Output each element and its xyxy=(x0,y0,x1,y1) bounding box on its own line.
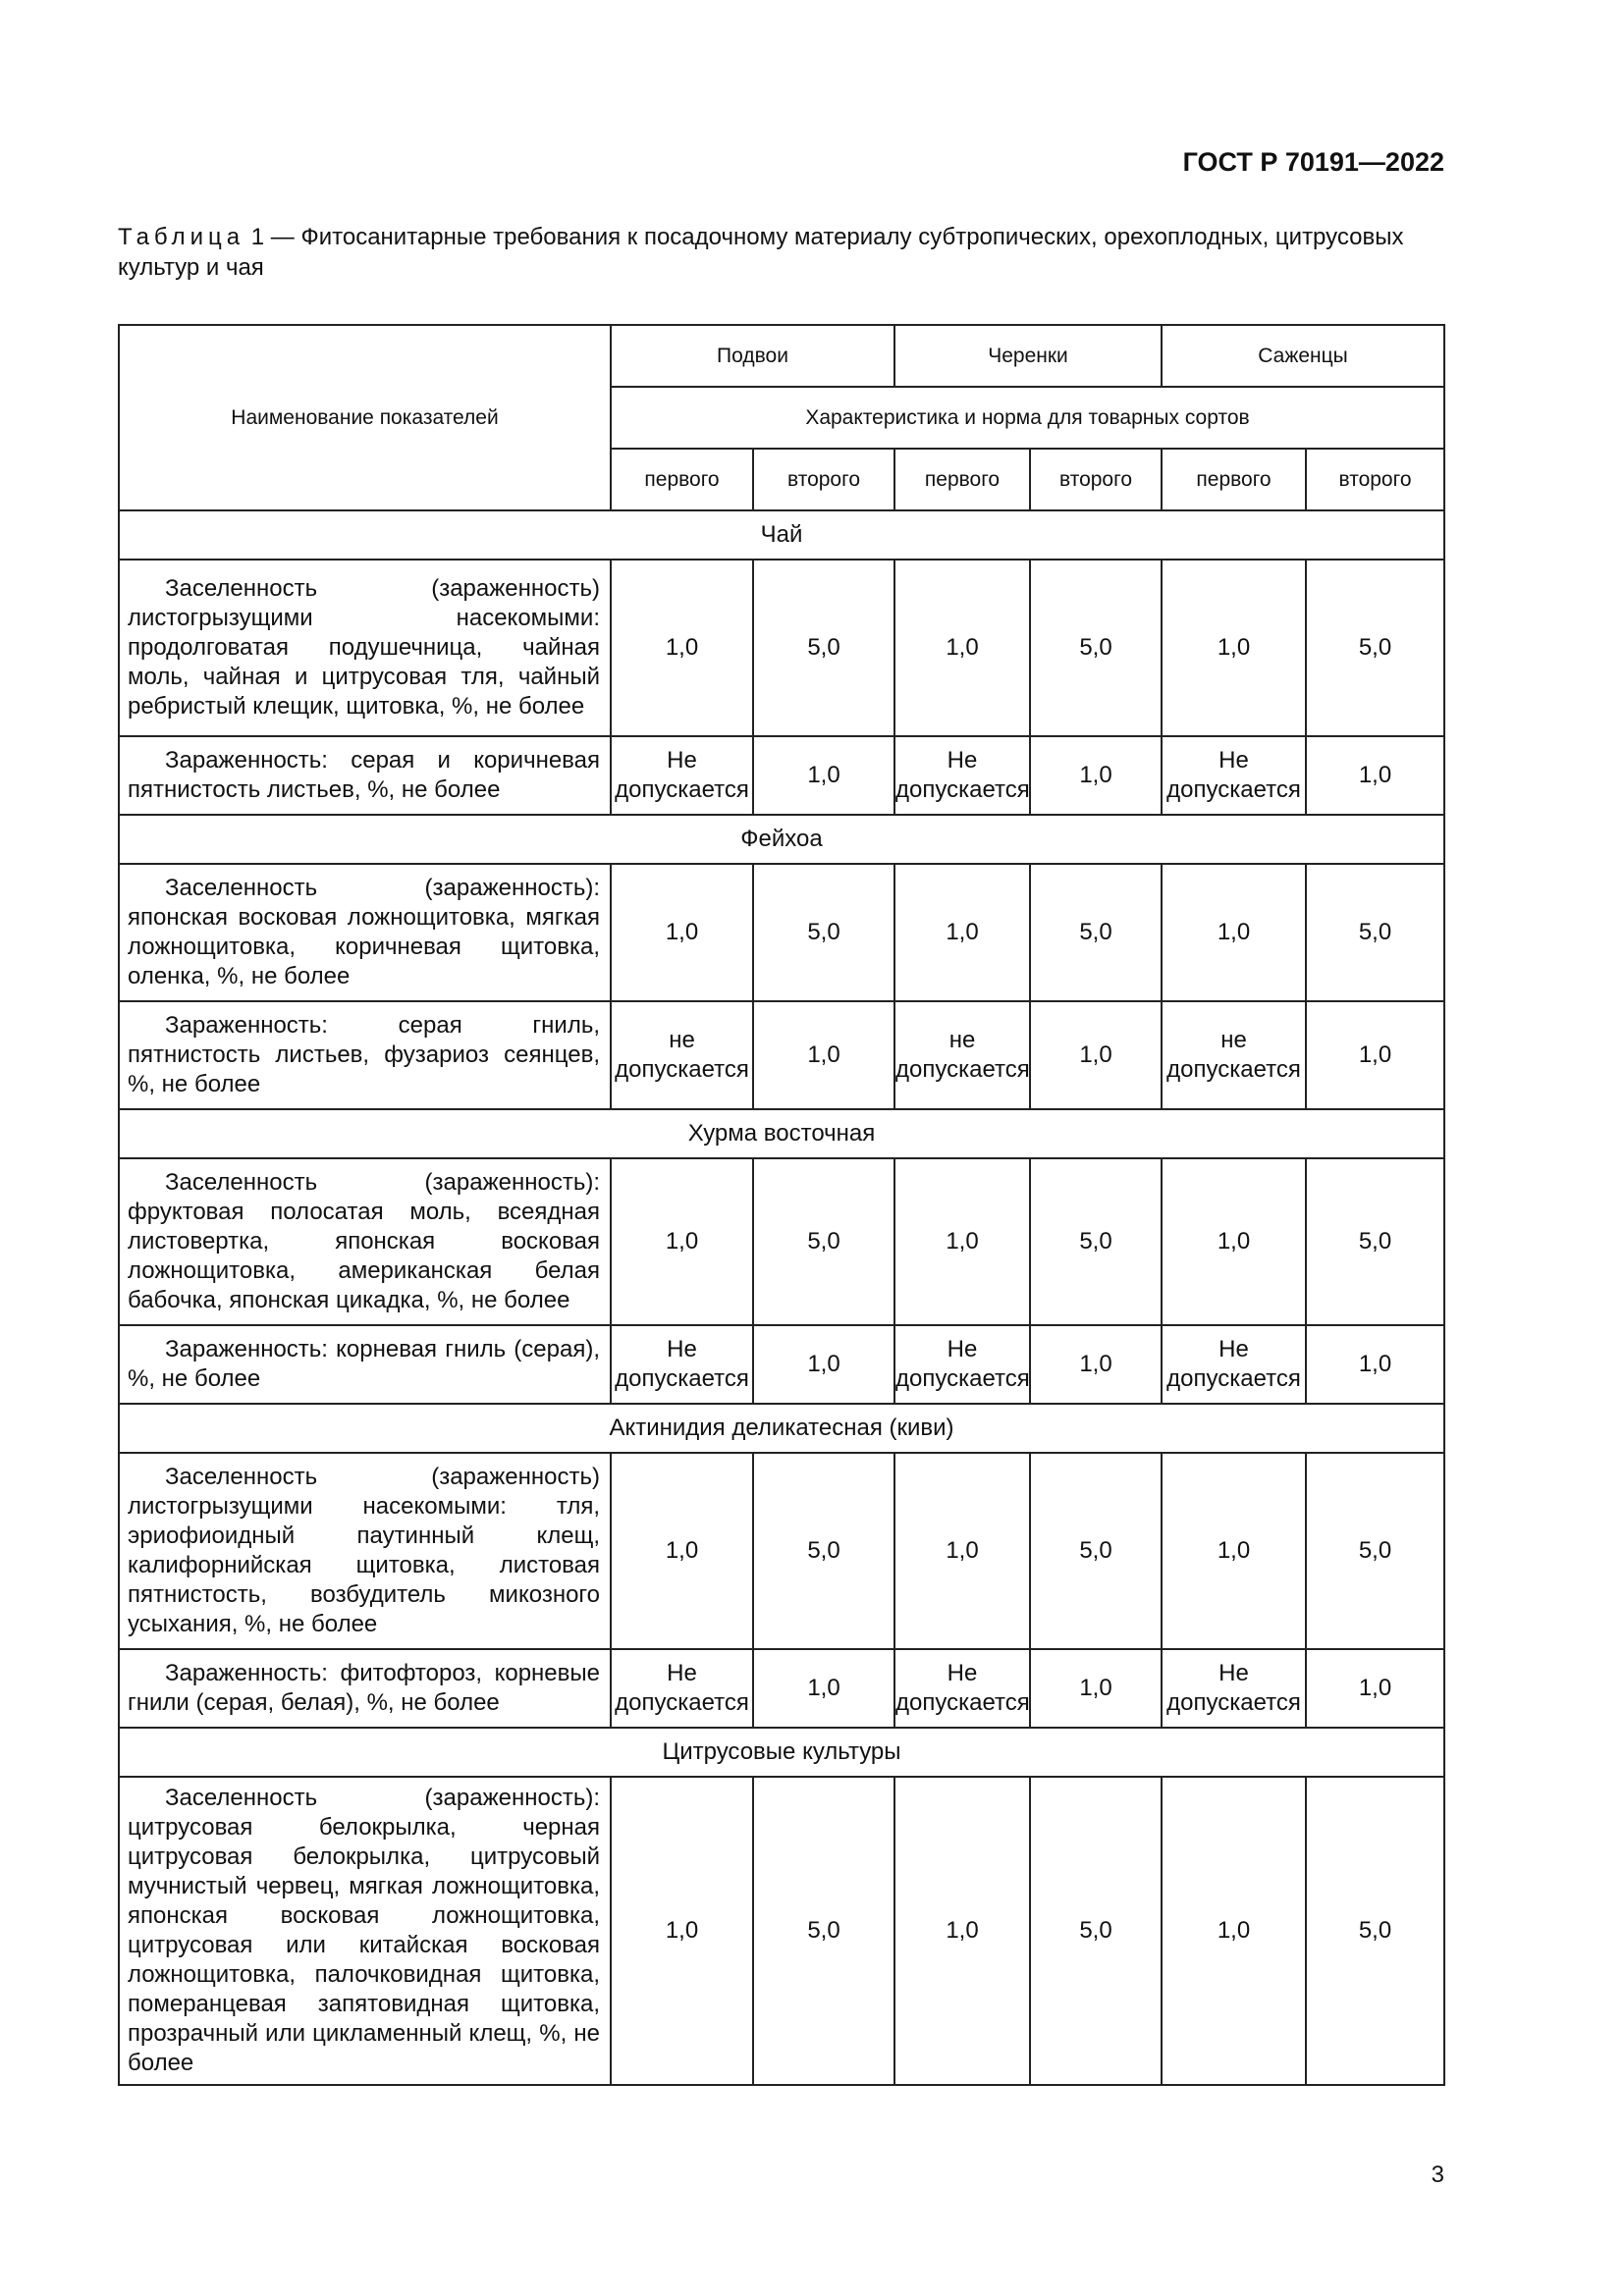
caption-label: Таблица xyxy=(118,224,245,250)
section-title: Хурма восточная xyxy=(119,1109,1444,1158)
value-cell: 1,0 xyxy=(611,1453,753,1649)
indicator-cell: Зараженность: фитофтороз, корневые гнили (серая, белая), %, не более xyxy=(119,1649,611,1728)
value-cell: 1,0 xyxy=(1306,1325,1444,1404)
value-cell: 5,0 xyxy=(1306,1158,1444,1325)
value-cell: 1,0 xyxy=(894,1158,1030,1325)
grade-header: первого xyxy=(611,449,753,510)
value-cell: 5,0 xyxy=(753,1777,894,2085)
value-cell: 1,0 xyxy=(753,1649,894,1728)
table-row xyxy=(119,736,1444,815)
value-cell: 5,0 xyxy=(753,1158,894,1325)
phytosanitary-table xyxy=(118,324,1445,2086)
value-cell: 5,0 xyxy=(753,560,894,736)
indicator-cell: Заселенность (зараженность) листогрызущими насекомыми: продолговатая подушечница, чайная моль, чайная и цитрусовая тля, чайный ребристый клещик, щитовка, %, не более xyxy=(119,560,611,736)
value-cell: 1,0 xyxy=(894,1453,1030,1649)
value-cell: Не допускается xyxy=(1162,1649,1306,1728)
table-row xyxy=(119,864,1444,1001)
value-cell: 5,0 xyxy=(753,864,894,1001)
value-cell: Не допускается xyxy=(611,1649,753,1728)
indicator-cell: Зараженность: серая и коричневая пятнистость листьев, %, не более xyxy=(119,736,611,815)
value-cell: 1,0 xyxy=(753,1001,894,1109)
value-cell: 1,0 xyxy=(1162,864,1306,1001)
grade-header: второго xyxy=(753,449,894,510)
value-cell: 5,0 xyxy=(1030,1158,1162,1325)
indicator-cell: Заселенность (зараженность): цитрусовая белокрылка, черная цитрусовая белокрылка, цитрусовый мучнистый червец, мягкая ложнощитовка, японская восковая ложнощитовка, цитрусовая или китайская восковая ложнощитовка, палочковидная щитовка, померанцевая запятовидная щитовка, прозрачный или цикламенный клещ, %, не более xyxy=(119,1777,611,2085)
value-cell: 5,0 xyxy=(1306,1453,1444,1649)
table-head xyxy=(119,325,1444,510)
value-cell: 1,0 xyxy=(1162,1158,1306,1325)
value-cell: Не допускается xyxy=(894,1649,1030,1728)
value-cell: 5,0 xyxy=(753,1453,894,1649)
indicator-cell: Зараженность: серая гниль, пятнистость листьев, фузариоз сеянцев, %, не более xyxy=(119,1001,611,1109)
indicator-cell: Зараженность: корневая гниль (серая), %, не более xyxy=(119,1325,611,1404)
grade-header: первого xyxy=(894,449,1030,510)
value-cell: 5,0 xyxy=(1030,1777,1162,2085)
value-cell: 1,0 xyxy=(753,736,894,815)
table-row xyxy=(119,1325,1444,1404)
indicator-header: Наименование показателей xyxy=(119,325,611,510)
value-cell: 5,0 xyxy=(1030,1453,1162,1649)
value-cell: 1,0 xyxy=(611,560,753,736)
group-header-cuttings: Черенки xyxy=(894,325,1162,387)
document-code: ГОСТ Р 70191—2022 xyxy=(1182,147,1444,177)
value-cell: Не допускается xyxy=(1162,1325,1306,1404)
grade-header: второго xyxy=(1306,449,1444,510)
table-row xyxy=(119,1001,1444,1109)
value-cell: 1,0 xyxy=(894,1777,1030,2085)
value-cell: 5,0 xyxy=(1030,560,1162,736)
value-cell: Не допускается xyxy=(1162,736,1306,815)
value-cell: 1,0 xyxy=(611,864,753,1001)
value-cell: 5,0 xyxy=(1306,864,1444,1001)
table-row xyxy=(119,1777,1444,2085)
value-cell: 1,0 xyxy=(1306,1649,1444,1728)
value-cell: 1,0 xyxy=(1306,736,1444,815)
value-cell: Не допускается xyxy=(611,1325,753,1404)
page-number: 3 xyxy=(1431,2162,1444,2188)
section-title: Чай xyxy=(119,510,1444,560)
table-row xyxy=(119,1453,1444,1649)
value-cell: 1,0 xyxy=(1030,1001,1162,1109)
table-row xyxy=(119,560,1444,736)
grade-header: первого xyxy=(1162,449,1306,510)
table-row xyxy=(119,1649,1444,1728)
value-cell: Не допускается xyxy=(611,736,753,815)
value-cell: не допускается xyxy=(611,1001,753,1109)
value-cell: 1,0 xyxy=(1030,736,1162,815)
value-cell: 1,0 xyxy=(1306,1001,1444,1109)
caption-text: 1 — Фитосанитарные требования к посадочному материалу субтропических, орехоплодных, цитрусовых культур и чая xyxy=(118,224,1404,281)
value-cell: не допускается xyxy=(894,1001,1030,1109)
value-cell: 1,0 xyxy=(611,1777,753,2085)
group-header-rootstocks: Подвои xyxy=(611,325,894,387)
value-cell: 5,0 xyxy=(1030,864,1162,1001)
value-cell: 1,0 xyxy=(1030,1325,1162,1404)
characteristic-header: Характеристика и норма для товарных сортов xyxy=(611,387,1444,449)
grade-header: второго xyxy=(1030,449,1162,510)
table-body xyxy=(119,510,1444,2085)
value-cell: 1,0 xyxy=(1030,1649,1162,1728)
value-cell: Не допускается xyxy=(894,736,1030,815)
value-cell: не допускается xyxy=(1162,1001,1306,1109)
indicator-cell: Заселенность (зараженность): фруктовая полосатая моль, всеядная листовертка, японская восковая ложнощитовка, американская белая бабочка, японская цикадка, %, не более xyxy=(119,1158,611,1325)
indicator-cell: Заселенность (зараженность) листогрызущими насекомыми: тля, эриофиоидный паутинный клещ, калифорнийская щитовка, листовая пятнистость, возбудитель микозного усыхания, %, не более xyxy=(119,1453,611,1649)
indicator-cell: Заселенность (зараженность): японская восковая ложнощитовка, мягкая ложнощитовка, коричневая щитовка, оленка, %, не более xyxy=(119,864,611,1001)
value-cell: Не допускается xyxy=(894,1325,1030,1404)
value-cell: 1,0 xyxy=(1162,1453,1306,1649)
table-caption xyxy=(118,222,1443,283)
group-header-seedlings: Саженцы xyxy=(1162,325,1444,387)
table-row xyxy=(119,1158,1444,1325)
section-title: Фейхоа xyxy=(119,815,1444,864)
value-cell: 5,0 xyxy=(1306,560,1444,736)
value-cell: 1,0 xyxy=(611,1158,753,1325)
value-cell: 1,0 xyxy=(1162,560,1306,736)
section-title: Актинидия деликатесная (киви) xyxy=(119,1404,1444,1453)
value-cell: 5,0 xyxy=(1306,1777,1444,2085)
value-cell: 1,0 xyxy=(894,864,1030,1001)
value-cell: 1,0 xyxy=(753,1325,894,1404)
value-cell: 1,0 xyxy=(894,560,1030,736)
value-cell: 1,0 xyxy=(1162,1777,1306,2085)
section-title: Цитрусовые культуры xyxy=(119,1728,1444,1777)
